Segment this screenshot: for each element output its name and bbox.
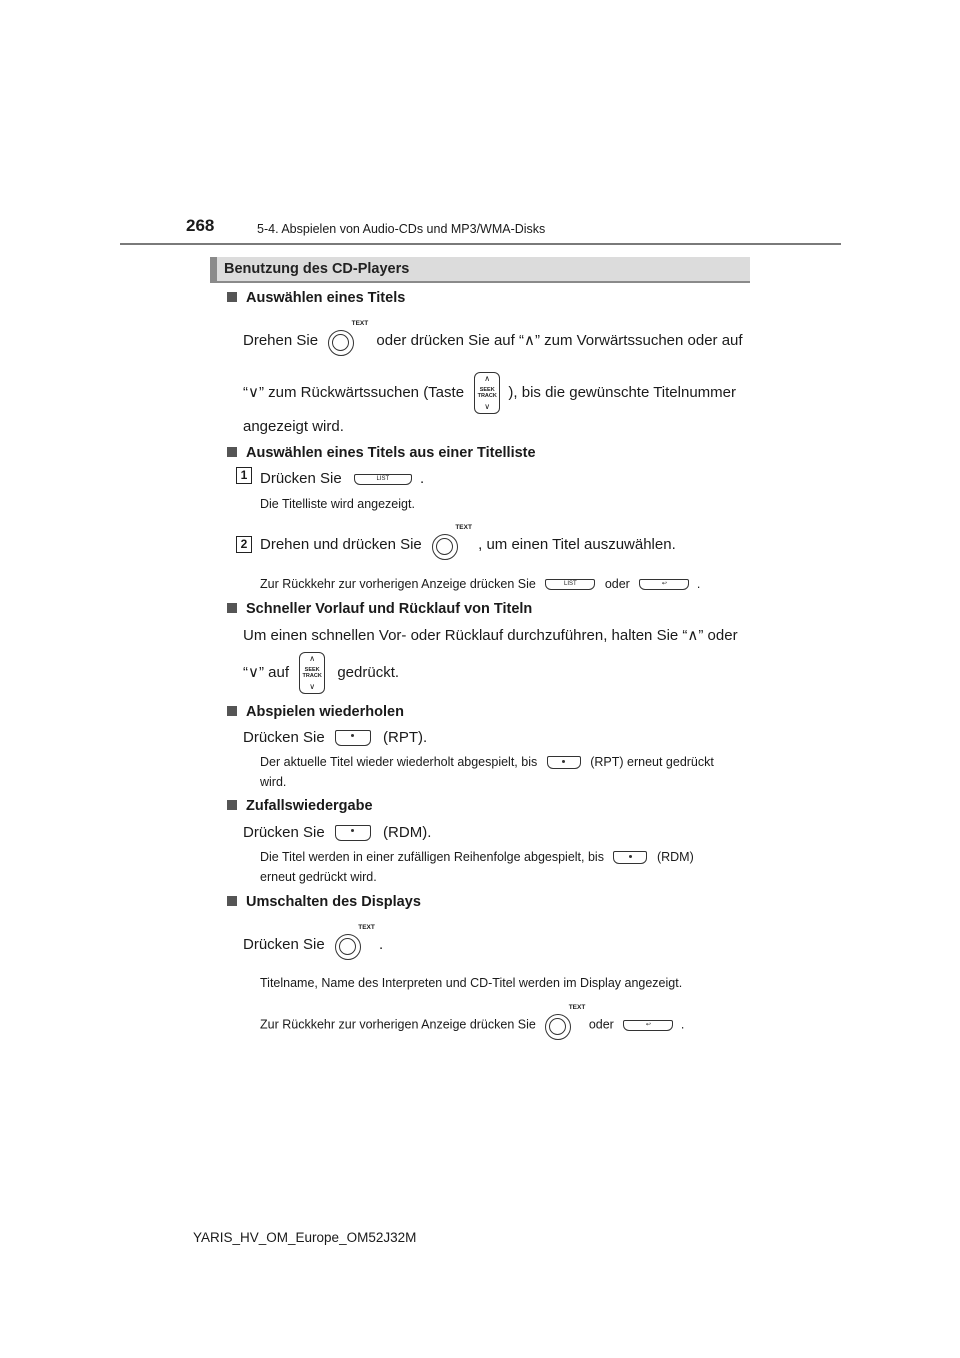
section-title: Benutzung des CD-Players (224, 261, 410, 277)
square-bullet-icon (227, 292, 237, 302)
note-text: Zur Rückkehr zur vorherigen Anzeige drücken Sie LIST oder ↩ . (260, 577, 701, 591)
step-text: Drücken Sie LIST . (260, 470, 425, 487)
list-button-icon: LIST (354, 474, 412, 485)
heading-repeat: Abspielen wiederholen (227, 704, 404, 720)
square-bullet-icon (227, 800, 237, 810)
text-knob-icon: TEXT (545, 1010, 575, 1040)
header-rule (120, 243, 841, 245)
step-note: Die Titelliste wird angezeigt. (260, 497, 415, 511)
heading-fast-forward: Schneller Vorlauf und Rücklauf von Titeln (227, 601, 532, 617)
square-bullet-icon (227, 603, 237, 613)
step-text: Drehen und drücken Sie TEXT , um einen Titel auszuwählen. (260, 530, 676, 560)
note-text: Titelname, Name des Interpreten und CD-Titel werden im Display angezeigt. (260, 976, 683, 990)
paragraph-line: Um einen schnellen Vor- oder Rücklauf durchzuführen, halten Sie “∧” oder (243, 627, 738, 644)
paragraph-line: “∨” zum Rückwärtssuchen (Taste ∧ SEEK TRACK ∨ ), bis die gewünschte Titelnummer (243, 372, 736, 414)
text-knob-icon: TEXT (432, 530, 462, 560)
text-knob-icon: TEXT (335, 930, 365, 960)
page-number: 268 (186, 216, 215, 235)
back-button-icon: ↩ (639, 579, 689, 590)
square-bullet-icon (227, 896, 237, 906)
step-number: 1 (236, 467, 252, 484)
preset-button-icon (335, 730, 371, 746)
note-text: wird. (260, 775, 287, 789)
paragraph-line: Drehen Sie TEXT oder drücken Sie auf “∧” zum Vorwärtssuchen oder auf (243, 326, 743, 356)
seek-track-button-icon: ∧ SEEK TRACK ∨ (474, 372, 500, 414)
paragraph-line: “∨” auf ∧ SEEK TRACK ∨ gedrückt. (243, 652, 399, 694)
note-text: erneut gedrückt wird. (260, 870, 377, 884)
footer-document-id: YARIS_HV_OM_Europe_OM52J32M (193, 1230, 417, 1245)
square-bullet-icon (227, 706, 237, 716)
heading-shuffle: Zufallswiedergabe (227, 798, 373, 814)
square-bullet-icon (227, 447, 237, 457)
back-button-icon: ↩ (623, 1020, 673, 1031)
heading-switch-display: Umschalten des Displays (227, 894, 421, 910)
preset-button-icon (613, 851, 647, 864)
chapter-title: 5-4. Abspielen von Audio-CDs und MP3/WMA-Disks (257, 222, 546, 236)
section-header (210, 257, 750, 283)
heading-select-from-list: Auswählen eines Titels aus einer Titelliste (227, 445, 536, 461)
paragraph-line: Drücken Sie (RPT). (243, 729, 428, 746)
paragraph-line: Drücken Sie (RDM). (243, 824, 432, 841)
note-text: Zur Rückkehr zur vorherigen Anzeige drücken Sie TEXT oder ↩ . (260, 1010, 684, 1040)
heading-select-track: Auswählen eines Titels (227, 290, 405, 306)
step-number: 2 (236, 536, 252, 553)
note-text: Der aktuelle Titel wieder wiederholt abgespielt, bis (RPT) erneut gedrückt (260, 755, 714, 769)
paragraph-line: Drücken Sie TEXT . (243, 930, 383, 960)
seek-track-button-icon: ∧ SEEK TRACK ∨ (299, 652, 325, 694)
note-text: Die Titel werden in einer zufälligen Reihenfolge abgespielt, bis (RDM) (260, 850, 694, 864)
text-knob-icon: TEXT (328, 326, 358, 356)
list-button-icon: LIST (545, 579, 595, 590)
preset-button-icon (547, 756, 581, 769)
preset-button-icon (335, 825, 371, 841)
paragraph-line: angezeigt wird. (243, 418, 344, 435)
